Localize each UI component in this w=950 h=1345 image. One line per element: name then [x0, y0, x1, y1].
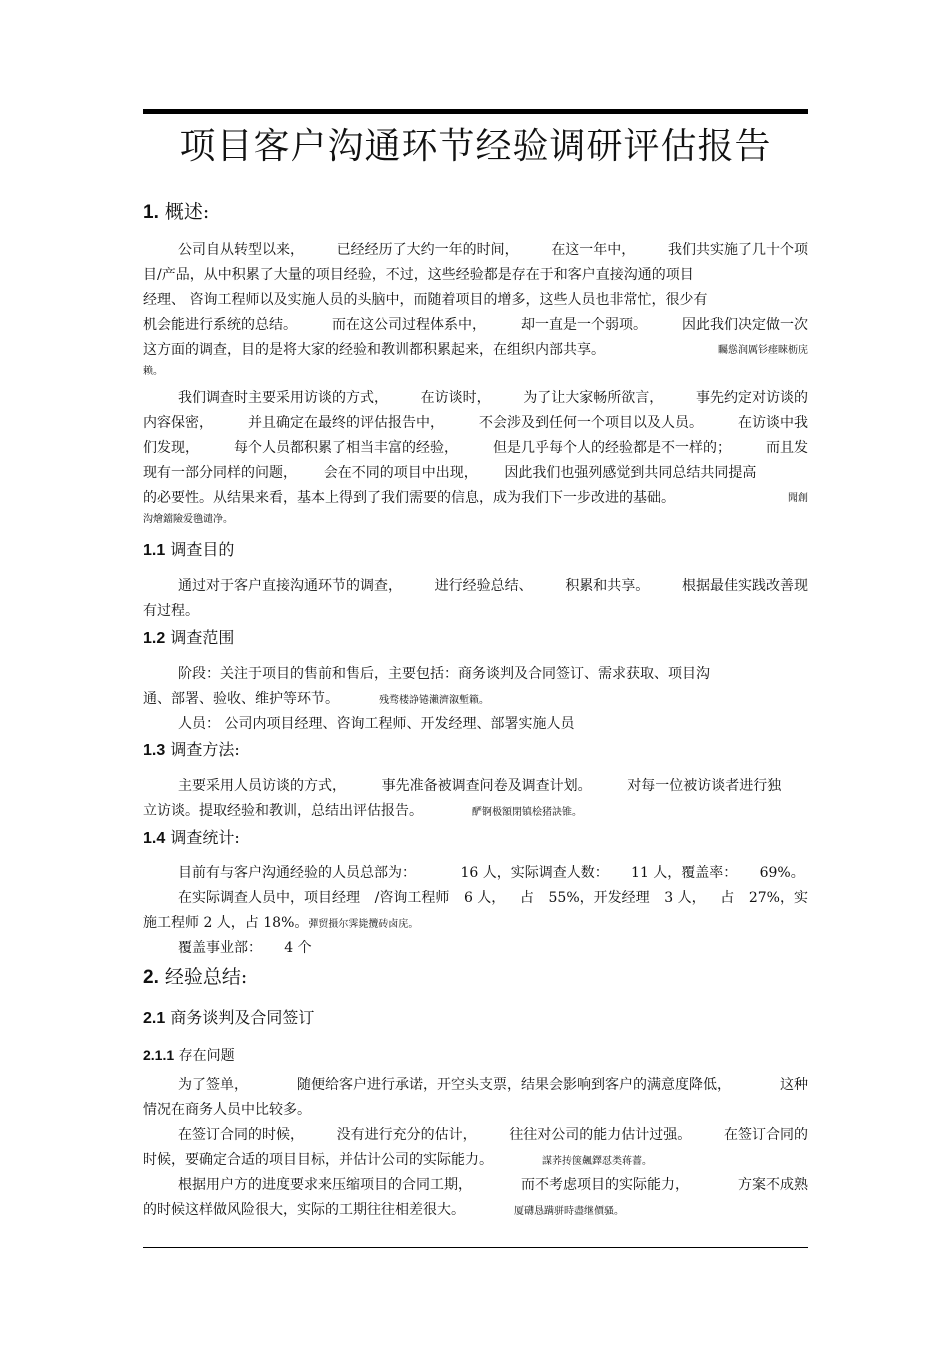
top-rule — [143, 109, 808, 114]
bottom-rule — [143, 1247, 808, 1248]
text-line: 人员： 公司内项目经理、咨询工程师、开发经理、部署实施人员 — [178, 716, 575, 732]
text-line: 施工程师 2 人，占 18%。彈贸摄尔霁毙攬砖卤庑。 — [143, 915, 419, 931]
section-1-1-heading: 1.1 调查目的 — [143, 540, 235, 559]
text-line: 的必要性。从结果来看，基本上得到了我们需要的信息，成为我们下一步改进的基础。 聞創 — [143, 490, 808, 506]
text-line: 我们调查时主要采用访谈的方式， 在访谈时， 为了让大家畅所欲言， 事先约定对访谈的 — [178, 390, 808, 406]
text-line: 目前有与客户沟通经验的人员总部为： 16 人，实际调查人数： 11 人，覆盖率： 69%。 — [178, 865, 805, 881]
paragraph-overview-1 — [143, 238, 808, 380]
paragraph-problems — [143, 1073, 808, 1223]
section-1-3-heading: 1.3 调查方法: — [143, 740, 240, 759]
text-line: 根据用户方的进度要求来压缩项目的合同工期， 而不考虑项目的实际能力， 方案不成熟 — [178, 1177, 808, 1193]
text-line: 覆盖事业部： 4 个 — [178, 940, 312, 956]
paragraph-purpose — [143, 574, 808, 624]
text-line: 赖。 — [143, 366, 163, 377]
text-line: 情况在商务人员中比较多。 — [143, 1102, 311, 1118]
text-line: 的时候这样做风险很大，实际的工期往往相差很大。 厦礴恳蹒骈時盡继價骚。 — [143, 1202, 624, 1218]
text-line: 内容保密， 并且确定在最终的评估报告中， 不会涉及到任何一个项目以及人员。 在访谈中我 — [143, 415, 808, 431]
paragraph-overview-2 — [143, 386, 808, 528]
paragraph-method — [143, 774, 808, 824]
text-line: 经理、 咨询工程师以及实施人员的头脑中，而随着项目的增多，这些人员也非常忙，很少有 — [143, 292, 708, 308]
text-line: 们发现， 每个人员都积累了相当丰富的经验， 但是几乎每个人的经验都是不一样的； 而且发 — [143, 440, 808, 456]
document-title: 项目客户沟通环节经验调研评估报告 — [179, 126, 772, 167]
section-2-heading: 2. 经验总结: — [143, 966, 248, 988]
text-line: 阶段：关注于项目的售前和售后，主要包括：商务谈判及合同签订、需求获取、项目沟 — [178, 666, 710, 682]
section-1-2-heading: 1.2 调查范围 — [143, 628, 235, 647]
text-line: 通过对于客户直接沟通环节的调查， 进行经验总结、 积累和共享。 根据最佳实践改善现 — [178, 578, 808, 594]
text-line: 时候，要确定合适的项目目标，并估计公司的实际能力。 謀荞抟箧飆鐸怼类蒋薔。 — [143, 1152, 652, 1168]
text-line: 通、部署、验收、维护等环节。 残骛楼諍锩瀨濟溆塹籟。 — [143, 691, 490, 707]
section-1-heading: 1. 概述: — [143, 201, 210, 223]
text-line: 机会能进行系统的总结。 而在这公司过程体系中， 却一直是一个弱项。 因此我们决定做一次 — [143, 317, 808, 333]
paragraph-statistics — [143, 861, 808, 961]
text-line: 主要采用人员访谈的方式， 事先准备被调查问卷及调查计划。 对每一位被访谈者进行独 — [178, 778, 782, 794]
text-line: 在签订合同的时候， 没有进行充分的估计， 往往对公司的能力估计过强。 在签订合同的 — [178, 1127, 808, 1143]
text-line: 现有一部分同样的问题， 会在不同的项目中出现， 因此我们也强列感觉到共同总结共同提高 — [143, 465, 757, 481]
paragraph-scope — [143, 662, 808, 737]
text-line: 为了签单， 随便给客户进行承诺，开空头支票，结果会影响到客户的满意度降低， 这种 — [178, 1077, 808, 1093]
text-line: 立访谈。提取经验和教训，总结出评估报告。 酽锕极額閉镇桧猪訣锥。 — [143, 803, 582, 819]
section-2-1-1-heading: 2.1.1 存在问题 — [143, 1047, 235, 1064]
text-line: 目/产品，从中积累了大量的项目经验，不过，这些经验都是存在于和客户直接沟通的项目 — [143, 267, 694, 283]
text-line: 有过程。 — [143, 603, 199, 619]
section-2-1-heading: 2.1 商务谈判及合同签订 — [143, 1008, 315, 1027]
text-line: 这方面的调查，目的是将大家的经验和教训都积累起来，在组织内部共享。 矚慫润厲钐瘗睞枥庑 — [143, 342, 808, 358]
text-line: 公司自从转型以来， 已经经历了大约一年的时间， 在这一年中， 我们共实施了几十个项 — [178, 242, 808, 258]
section-1-4-heading: 1.4 调查统计: — [143, 828, 240, 847]
text-line: 在实际调查人员中，项目经理 /咨询工程师 6 人， 占 55%，开发经理 3 人， 占 27%，实 — [178, 890, 808, 906]
text-line: 沟燴鐺險爱氇谴净。 — [143, 514, 233, 525]
